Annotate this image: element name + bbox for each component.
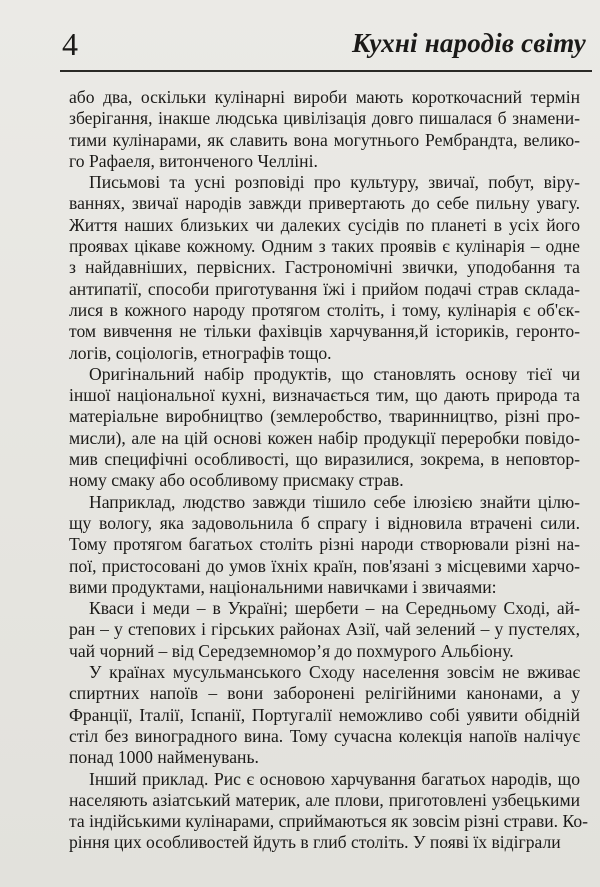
text-line: населяють азіатський материк, але плови, приготовлені узбецькими <box>69 789 580 810</box>
paragraph <box>69 87 580 172</box>
text-line: проявах цікаве кожному. Одним з таких проявів є кулінарія – одне <box>69 236 580 257</box>
text-line: вими продуктами, національними навичками і звичаями: <box>69 576 497 597</box>
page-number: 4 <box>62 26 78 62</box>
text-line: з найдавніших, первісних. Гастрономічні звички, уподобання та <box>69 257 580 278</box>
text-line: ному смаку або особливому присмаку страв. <box>69 470 404 491</box>
paragraph <box>69 172 580 364</box>
text-line: Життя наших близьких чи далеких сусідів по планеті в усіх його <box>69 214 580 235</box>
text-line: ваннях, звичаї народів завжди привертають до себе пильну увагу. <box>69 193 580 214</box>
text-line: або два, оскільки кулінарні вироби мають короткочасний термін <box>69 87 580 107</box>
text-line: стіл без виноградного вина. Тому сучасна колекція напоїв налічує <box>69 725 580 746</box>
text-line: пої, пристосовані до умов їхніх країн, пов'язані з місцевими харчо- <box>69 555 580 576</box>
text-line: Наприклад, людство завжди тішило себе ілюзією знайти цілю- <box>89 491 580 512</box>
text-line: щу вологу, яка задовольнила б спрагу і відновила втрачені сили. <box>69 512 580 533</box>
text-line: У країнах мусульманського Сходу населення зовсім не вживає <box>89 662 580 683</box>
text-line: мив специфічні особливості, що виразилися, зокрема, в неповтор- <box>69 449 580 470</box>
paragraph <box>69 492 580 598</box>
text-line: Тому протягом багатьох століть різні народи створювали різні на- <box>69 534 580 555</box>
text-line: го Рафаеля, витонченого Челліні. <box>69 150 318 171</box>
text-line: тими кулінарами, як славить вона могутнього Рембрандта, велико- <box>69 129 580 150</box>
paragraph <box>69 662 580 768</box>
text-line: понад 1000 найменувань. <box>69 747 259 768</box>
text-line: логів, соціологів, етнографів тощо. <box>69 342 332 363</box>
text-line: лися в кожного народу протягом століть, і тому, кулінарія є об'єк- <box>69 299 580 320</box>
running-title: Кухні народів світу <box>351 28 586 58</box>
body-text <box>69 87 588 854</box>
text-line: том вивчення не тільки фахівців харчування,й істориків, геронто- <box>69 321 580 342</box>
paragraph <box>69 768 588 854</box>
text-line: антипатії, способи приготування їжі і прийом подачі страв складa- <box>69 278 580 299</box>
text-line: мисли), але на цій основі кожен набір продукції переробки повідо- <box>69 427 580 448</box>
paragraph <box>69 598 580 662</box>
text-line: Письмові та усні розповіді про культуру, звичаї, побут, віру- <box>89 172 580 193</box>
text-line: Кваси і меди – в Україні; шербети – на Середньому Сході, ай- <box>89 598 580 619</box>
text-line: Оригінальний набір продуктів, що становлять основу тієї чи <box>89 363 580 384</box>
text-line: ріння цих особливостей йдуть в глиб століть. У появі їх відіграли <box>69 832 561 853</box>
text-line: іншої національної кухні, визначається тим, що дають природа та <box>69 385 580 406</box>
text-line: ран – у степових і гірських районах Азії, чай зелений – у пустелях, <box>69 619 580 640</box>
text-line: та індійськими кулінарами, сприймаються як зовсім різні страви. Ко- <box>69 811 588 832</box>
header-rule <box>60 70 592 72</box>
text-line: Франції, Італії, Іспанії, Португалії неможливо собі уявити обідній <box>69 704 580 725</box>
text-line: чай чорний – від Середземномор’я до похмурого Альбіону. <box>69 640 514 661</box>
text-line: Інший приклад. Рис є основою харчування багатьох народів, що <box>89 768 580 789</box>
paragraph <box>69 364 580 492</box>
text-line: матеріальне виробництво (землеробство, тваринництво, різні про- <box>69 406 580 427</box>
text-line: зберігання, інакше людська цивілізація довго пишалася б знамени- <box>69 108 580 129</box>
text-line: спиртних напоїв – вони заборонені релігійними канонами, а у <box>69 683 580 704</box>
page-header <box>0 0 600 80</box>
